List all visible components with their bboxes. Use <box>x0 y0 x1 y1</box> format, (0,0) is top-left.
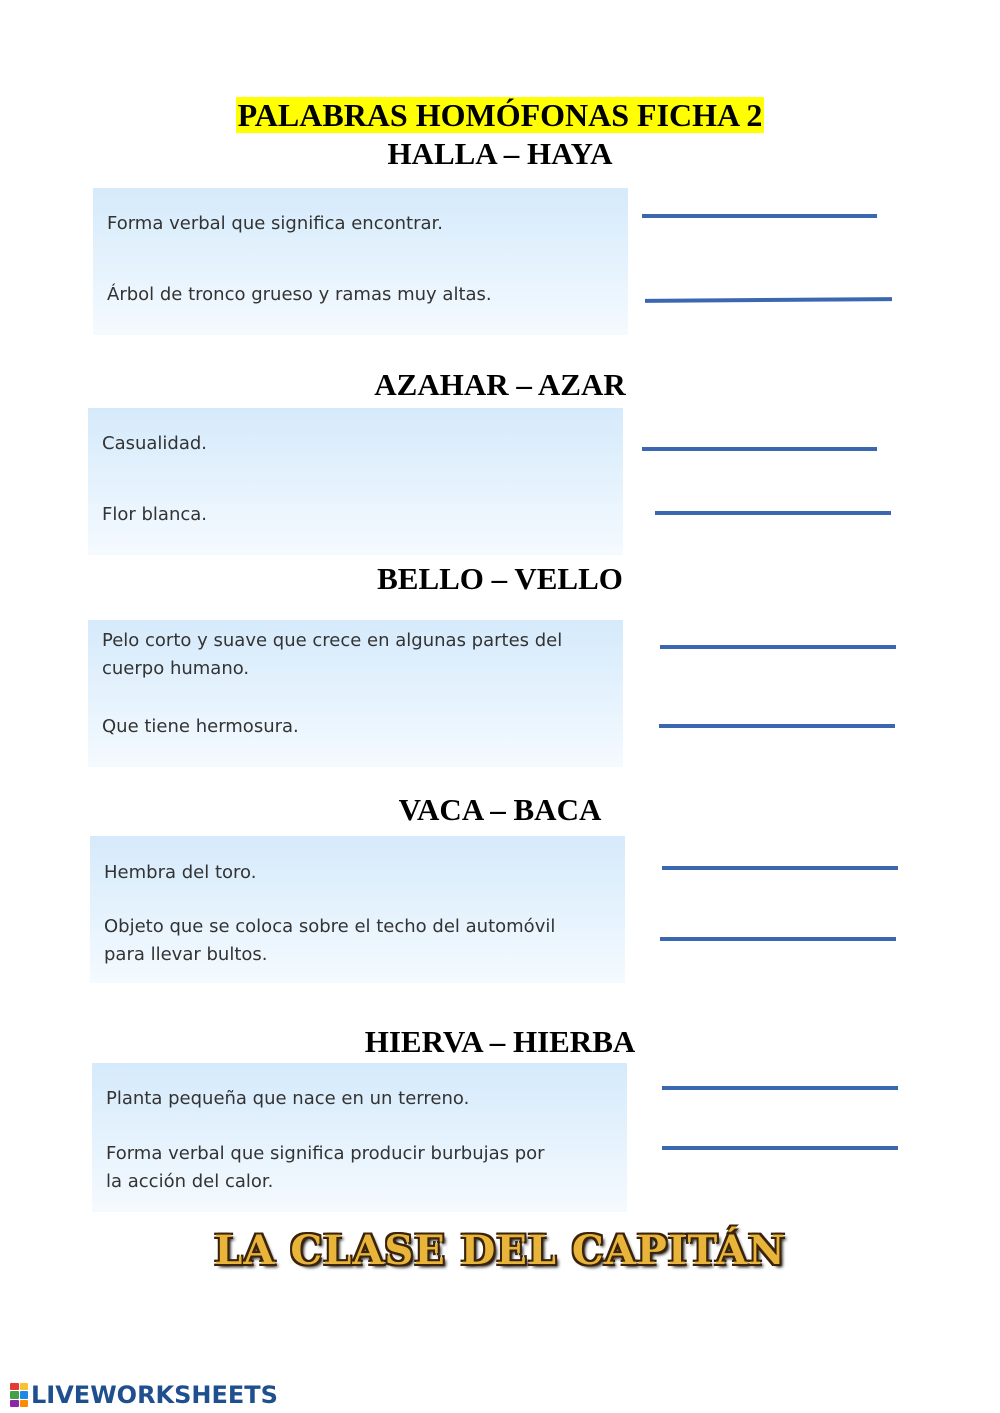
definition-box-5 <box>92 1063 627 1212</box>
definition-text: Forma verbal que significa encontrar. <box>107 213 443 234</box>
answer-input[interactable] <box>659 724 895 728</box>
answer-input[interactable] <box>662 1146 898 1150</box>
answer-input[interactable] <box>642 447 877 451</box>
answer-input[interactable] <box>660 937 896 941</box>
definition-text: Forma verbal que significa producir burbujas por la acción del calor. <box>106 1143 545 1192</box>
definition-text: Flor blanca. <box>102 504 208 525</box>
liveworksheets-logo-icon <box>10 1383 28 1407</box>
definition-box-3 <box>88 620 623 767</box>
definition-text: Árbol de tronco grueso y ramas muy altas. <box>107 284 492 305</box>
definition-text: Pelo corto y suave que crece en algunas partes del cuerpo humano. <box>102 630 563 679</box>
definition-text: Casualidad. <box>102 433 208 454</box>
definition-text: Que tiene hermosura. <box>102 716 299 737</box>
section-heading-vaca-baca: VACA – BACA <box>398 792 602 827</box>
definition-box-1 <box>93 188 628 335</box>
answer-input[interactable] <box>655 511 891 515</box>
brand-logo-text: LA CLASE DEL CAPITÁN <box>214 1227 786 1274</box>
answer-input[interactable] <box>662 866 898 870</box>
definition-box-2 <box>88 408 623 555</box>
section-heading-bello-vello: BELLO – VELLO <box>377 561 623 596</box>
answer-input[interactable] <box>645 297 892 303</box>
answer-input[interactable] <box>662 1086 898 1090</box>
section-heading-halla-haya: HALLA – HAYA <box>387 136 613 171</box>
definition-text: Hembra del toro. <box>104 862 257 883</box>
worksheet-title <box>0 96 1000 134</box>
liveworksheets-footer[interactable] <box>10 1380 278 1410</box>
answer-input[interactable] <box>660 645 896 649</box>
answer-input[interactable] <box>642 214 877 218</box>
section-heading-azahar-azar: AZAHAR – AZAR <box>374 367 626 402</box>
definition-text: Objeto que se coloca sobre el techo del automóvil para llevar bultos. <box>104 916 556 965</box>
worksheet-title-text: PALABRAS HOMÓFONAS FICHA 2 <box>237 97 763 133</box>
definition-text: Planta pequeña que nace en un terreno. <box>106 1088 470 1109</box>
section-heading-hierva-hierba: HIERVA – HIERBA <box>364 1024 636 1059</box>
footer-brand-text: LIVEWORKSHEETS <box>31 1381 278 1409</box>
definition-box-4 <box>90 836 625 983</box>
